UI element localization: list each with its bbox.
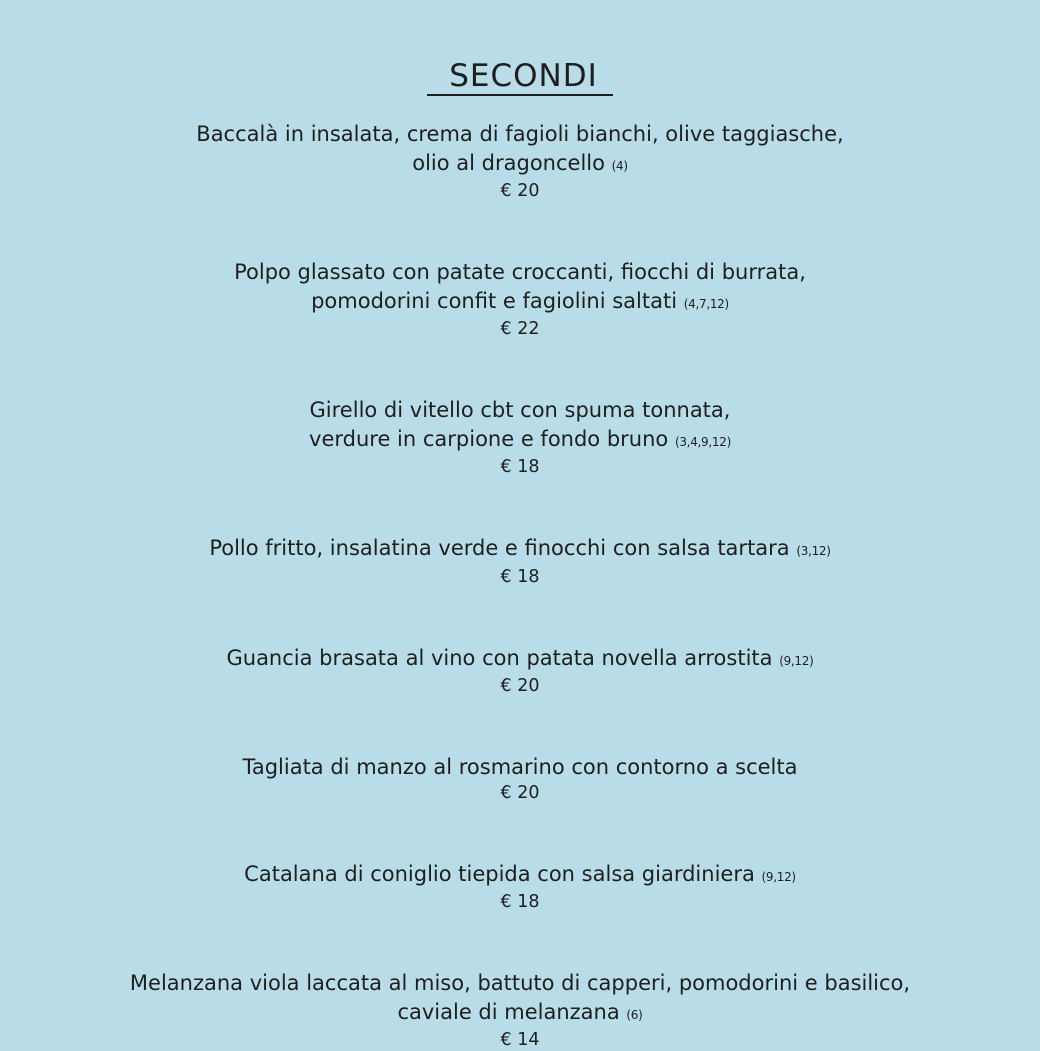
dish-item xyxy=(0,753,1040,804)
section-heading-underline xyxy=(427,58,613,96)
dish-price: € 14 xyxy=(500,1030,540,1050)
dish-name-line xyxy=(0,860,1040,892)
dish-name-text: Tagliata di manzo al rosmarino con contorno a scelta xyxy=(242,755,798,779)
dish-name-text: olio al dragoncello xyxy=(412,150,605,175)
allergen-codes: (9,12) xyxy=(761,869,796,884)
dish-name-line xyxy=(0,425,1040,457)
dish-price: € 20 xyxy=(500,782,540,803)
dish-name-line: Baccalà in insalata, crema di fagioli bianchi, olive taggiasche, xyxy=(196,122,844,146)
allergen-codes: (9,12) xyxy=(779,653,814,668)
dish-price: € 18 xyxy=(500,892,540,912)
allergen-codes: (3,4,9,12) xyxy=(674,434,731,449)
dish-name-line xyxy=(0,287,1040,319)
dish-name-text: caviale di melanzana xyxy=(397,999,620,1024)
dish-item xyxy=(0,396,1040,478)
dish-name-line xyxy=(0,753,1040,782)
dish-list xyxy=(0,120,1040,1051)
dish-name-text: verdure in carpione e fondo bruno xyxy=(309,426,669,451)
dish-price: € 18 xyxy=(500,566,540,587)
dish-name-line xyxy=(0,534,1040,566)
dish-item xyxy=(0,969,1040,1051)
dish-name-line: Girello di vitello cbt con spuma tonnata, xyxy=(309,398,731,422)
dish-item xyxy=(0,860,1040,914)
dish-item xyxy=(0,644,1040,698)
dish-name-text: Catalana di coniglio tiepida con salsa giardiniera xyxy=(244,861,755,886)
allergen-codes: (6) xyxy=(626,1007,643,1022)
dish-price: € 20 xyxy=(500,181,540,201)
dish-name-text: pomodorini confit e fagiolini saltati xyxy=(311,288,678,313)
dish-item xyxy=(0,258,1040,340)
dish-item xyxy=(0,534,1040,588)
dish-item xyxy=(0,120,1040,202)
dish-name-line xyxy=(0,998,1040,1030)
dish-price: € 20 xyxy=(500,676,540,696)
allergen-codes: (4) xyxy=(611,158,628,173)
allergen-codes: (4,7,12) xyxy=(683,296,729,311)
dish-price: € 22 xyxy=(500,319,540,339)
dish-name-text: Guancia brasata al vino con patata novella arrostita xyxy=(226,645,773,670)
allergen-codes: (3,12) xyxy=(796,544,831,558)
dish-name-line: Melanzana viola laccata al miso, battuto di capperi, pomodorini e basilico, xyxy=(129,971,911,995)
section-title: SECONDI xyxy=(449,58,598,94)
dish-name-line: Polpo glassato con patate croccanti, fiocchi di burrata, xyxy=(234,260,806,284)
dish-name-line xyxy=(0,644,1040,676)
dish-price: € 18 xyxy=(500,457,540,477)
dish-name-text: Pollo fritto, insalatina verde e finocchi con salsa tartara xyxy=(209,536,790,560)
dish-name-line xyxy=(0,149,1040,181)
